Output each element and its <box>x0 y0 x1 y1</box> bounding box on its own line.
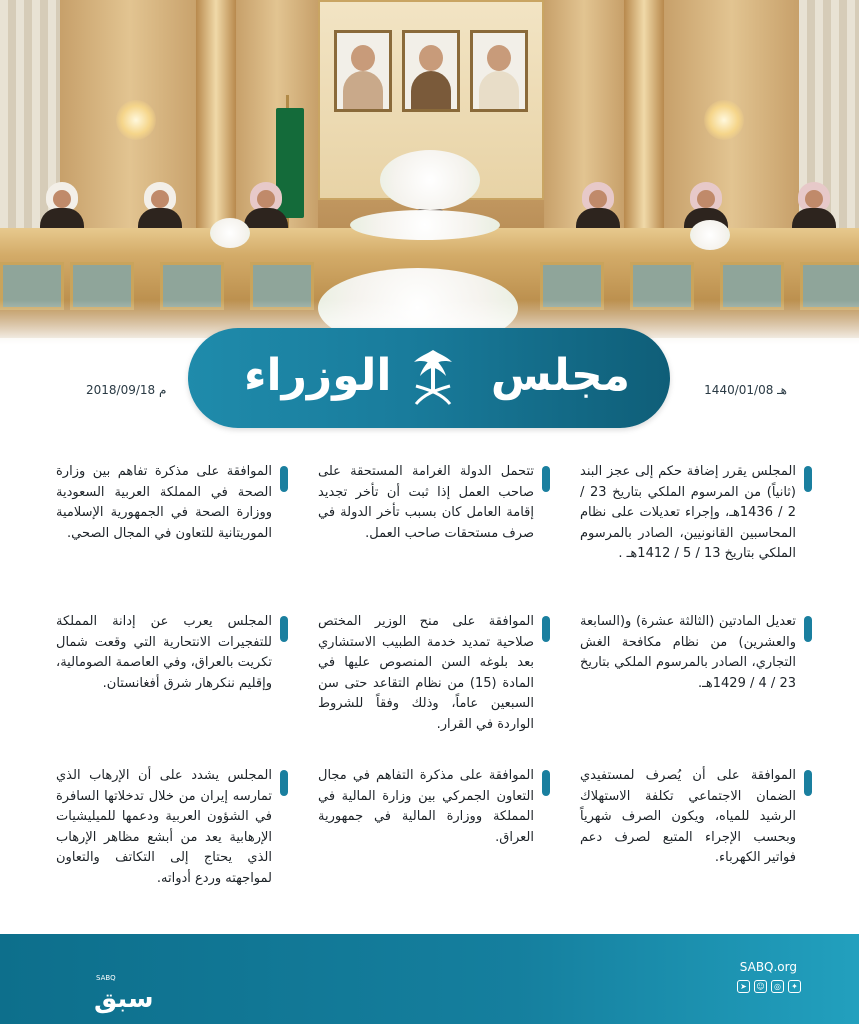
bullet-bar <box>804 770 812 796</box>
decision-item <box>580 462 796 565</box>
bullet-bar <box>804 616 812 642</box>
snapchat-icon[interactable]: ☺ <box>754 980 767 993</box>
bullet-bar <box>542 466 550 492</box>
flower-arrangement <box>690 220 730 250</box>
decision-text: المجلس يشدد على أن الإرهاب الذي تمارسه إيران من خلال تدخلاتها السافرة في الشؤون العربية ودعمها للميليشيات الإرهابية يعد من أبشع مظاهر الإرهاب الذي يحتاج إلى التكاتف والتعاون لمواجهته وردع أدواته. <box>56 768 272 886</box>
flower-arrangement <box>210 218 250 248</box>
decision-text: الموافقة على أن يُصرف لمستفيدي الضمان الاجتماعي تكلفة الاستهلاك الرشيد للمياه، ويكون الصرف شهرياً وبحسب الإجراء المتبع لصرف دعم فواتير الكهرباء. <box>580 768 796 865</box>
date-gregorian: 2018/09/18 م <box>86 383 167 397</box>
decision-item <box>56 612 272 694</box>
chandelier-right <box>704 100 744 140</box>
twitter-icon[interactable]: ✦ <box>788 980 801 993</box>
decision-item <box>318 766 534 848</box>
bullet-bar <box>542 616 550 642</box>
cabinet-meeting-photo <box>0 0 859 345</box>
decision-text: تعديل المادتين (الثالثة عشرة) و(السابعة والعشرين) من نظام مكافحة الغش التجاري، الصادر بالمرسوم الملكي بتاريخ 23 / 4 / 1429هـ. <box>580 614 796 691</box>
decision-item <box>580 612 796 694</box>
date-hijri: 1440/01/08 هـ <box>704 383 787 397</box>
telegram-icon[interactable]: ➤ <box>737 980 750 993</box>
bullet-bar <box>280 466 288 492</box>
bullet-bar <box>280 770 288 796</box>
bullet-bar <box>804 466 812 492</box>
decision-text: تتحمل الدولة الغرامة المستحقة على صاحب العمل إذا ثبت أن تأخر تجديد إقامة العامل كان بسبب تأخر الدولة في صرف مستحقات صاحب العمل. <box>318 464 534 541</box>
footer <box>0 934 859 1024</box>
bullet-bar <box>280 616 288 642</box>
chandelier-left <box>116 100 156 140</box>
bullet-bar <box>542 770 550 796</box>
portrait <box>334 30 392 112</box>
portrait <box>402 30 460 112</box>
flower-arrangement <box>380 150 480 210</box>
decision-item <box>318 462 534 544</box>
decision-text: المجلس يعرب عن إدانة المملكة للتفجيرات الانتحارية التي وقعت شمال تكريت بالعراق، وفي العاصمة الصومالية، وإقليم ننكرهار شرق أفغانستان. <box>56 614 272 691</box>
decision-text: الموافقة على مذكرة التفاهم في مجال التعاون الجمركي بين وزارة المالية في المملكة ووزارة المالية في جمهورية العراق. <box>318 768 534 845</box>
sabq-logo[interactable] <box>46 954 154 1014</box>
logo-text: سبق <box>94 984 154 1014</box>
decision-item <box>56 766 272 889</box>
logo-small-text: SABQ <box>96 974 116 982</box>
website-link[interactable]: SABQ.org <box>739 960 797 974</box>
social-icons <box>737 980 801 993</box>
saudi-emblem-icon <box>410 346 456 408</box>
portraits <box>330 30 530 120</box>
decision-item <box>580 766 796 869</box>
flower-arrangement <box>350 210 500 240</box>
decision-item <box>56 462 272 544</box>
title-banner <box>188 328 670 428</box>
title-majlis: مجلس <box>490 350 630 401</box>
decision-text: الموافقة على منح الوزير المختص صلاحية تمديد خدمة الطبيب الاستشاري بعد بلوغه السن المنصوص عليها في المادة (15) من نظام التقاعد حتى سن السبعين عاماً، وذلك وفقاً للشروط الواردة في القرار. <box>318 614 534 732</box>
title-wuzara: الوزراء <box>244 350 392 401</box>
decision-text: الموافقة على مذكرة تفاهم بين وزارة الصحة في المملكة العربية السعودية ووزارة الصحة في الجمهورية الإسلامية الموريتانية للتعاون في المجال الصحي. <box>56 464 272 541</box>
decision-item <box>318 612 534 735</box>
decision-text: المجلس يقرر إضافة حكم إلى عجز البند (ثانياً) من المرسوم الملكي بتاريخ 23 / 2 / 1436هـ، وإجراء تعديلات على نظام المحاسبين القانونيين، الصادر بالمرسوم الملكي بتاريخ 13 / 5 / 1412هـ . <box>580 464 796 561</box>
instagram-icon[interactable]: ◎ <box>771 980 784 993</box>
portrait <box>470 30 528 112</box>
